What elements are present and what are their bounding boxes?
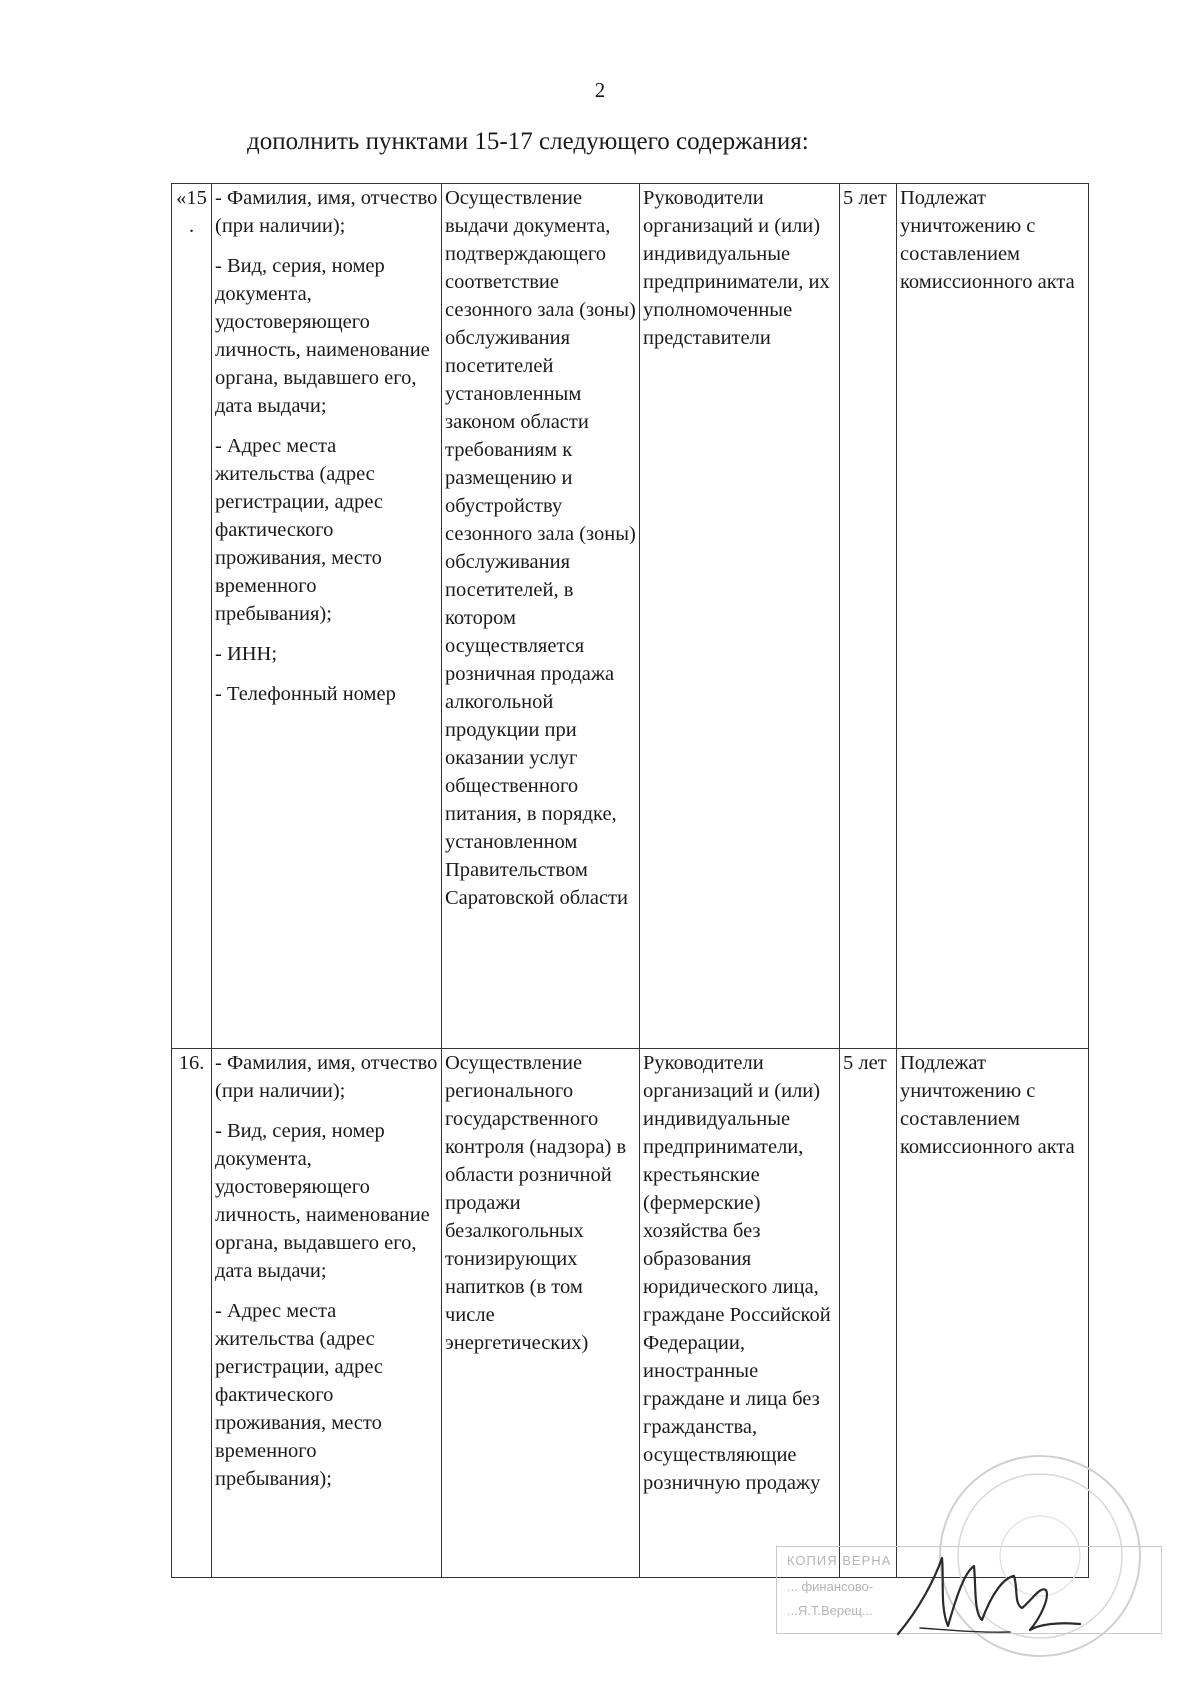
table-row: [172, 1049, 1089, 1578]
list-item: - Вид, серия, номер документа, удостоверяющего личность, наименование органа, выдавшего его, дата выдачи;: [215, 1120, 430, 1282]
processing-purpose: Осуществление регионального государственного контроля (надзора) в области розничной продажи безалкогольных тонизирующих напитков (в том числе энергетических): [442, 1049, 640, 1578]
storage-period: 5 лет: [840, 1049, 897, 1578]
row-number: 16.: [172, 1049, 212, 1578]
stamp-text: ... финансово-: [787, 1579, 874, 1594]
copy-stamp: [776, 1546, 1162, 1634]
stamp-text: ...Я.Т.Верещ...: [787, 1603, 873, 1618]
table-row: [172, 184, 1089, 1049]
personal-data-list: [212, 184, 442, 1049]
page-number: 2: [594, 78, 606, 102]
list-item: - Фамилия, имя, отчество (при наличии);: [215, 187, 438, 237]
list-item: - Вид, серия, номер документа, удостоверяющего личность, наименование органа, выдавшего его, дата выдачи;: [215, 255, 430, 417]
data-subjects: Руководители организаций и (или) индивидуальные предприниматели, крестьянские (фермерские) хозяйства без образования юридического лица, граждане Российской Федерации, иностранные граждане и лица без гражданства, осуществляющие розничную продажу: [640, 1049, 840, 1578]
stamp-title: КОПИЯ ВЕРНА: [787, 1553, 892, 1568]
data-table: [171, 183, 1089, 1578]
list-item: - ИНН;: [215, 643, 278, 665]
processing-purpose: Осуществление выдачи документа, подтверждающего соответствие сезонного зала (зоны) обслуживания посетителей установленным законом области требованиям к размещению и обустройству сезонного зала (зоны) обслуживания посетителей, в котором осуществляется розничная продажа алкогольной продукции при оказании услуг общественного питания, в порядке, установленном Правительством Саратовской области: [442, 184, 640, 1049]
list-item: - Фамилия, имя, отчество (при наличии);: [215, 1052, 438, 1102]
intro-text: дополнить пунктами 15-17 следующего содержания:: [247, 128, 809, 155]
list-item: - Адрес места жительства (адрес регистрации, адрес фактического проживания, место временного пребывания);: [215, 1300, 384, 1490]
list-item: - Адрес места жительства (адрес регистрации, адрес фактического проживания, место временного пребывания);: [215, 435, 384, 625]
list-item: - Телефонный номер: [215, 683, 396, 705]
data-subjects: Руководители организаций и (или) индивидуальные предприниматели, их уполномоченные представители: [640, 184, 840, 1049]
storage-period: 5 лет: [840, 184, 897, 1049]
row-number: «15.: [172, 184, 212, 1049]
retention-action: Подлежат уничтожению с составлением комиссионного акта: [897, 184, 1089, 1049]
personal-data-list: [212, 1049, 442, 1578]
retention-action: Подлежат уничтожению с составлением комиссионного акта: [897, 1049, 1089, 1578]
